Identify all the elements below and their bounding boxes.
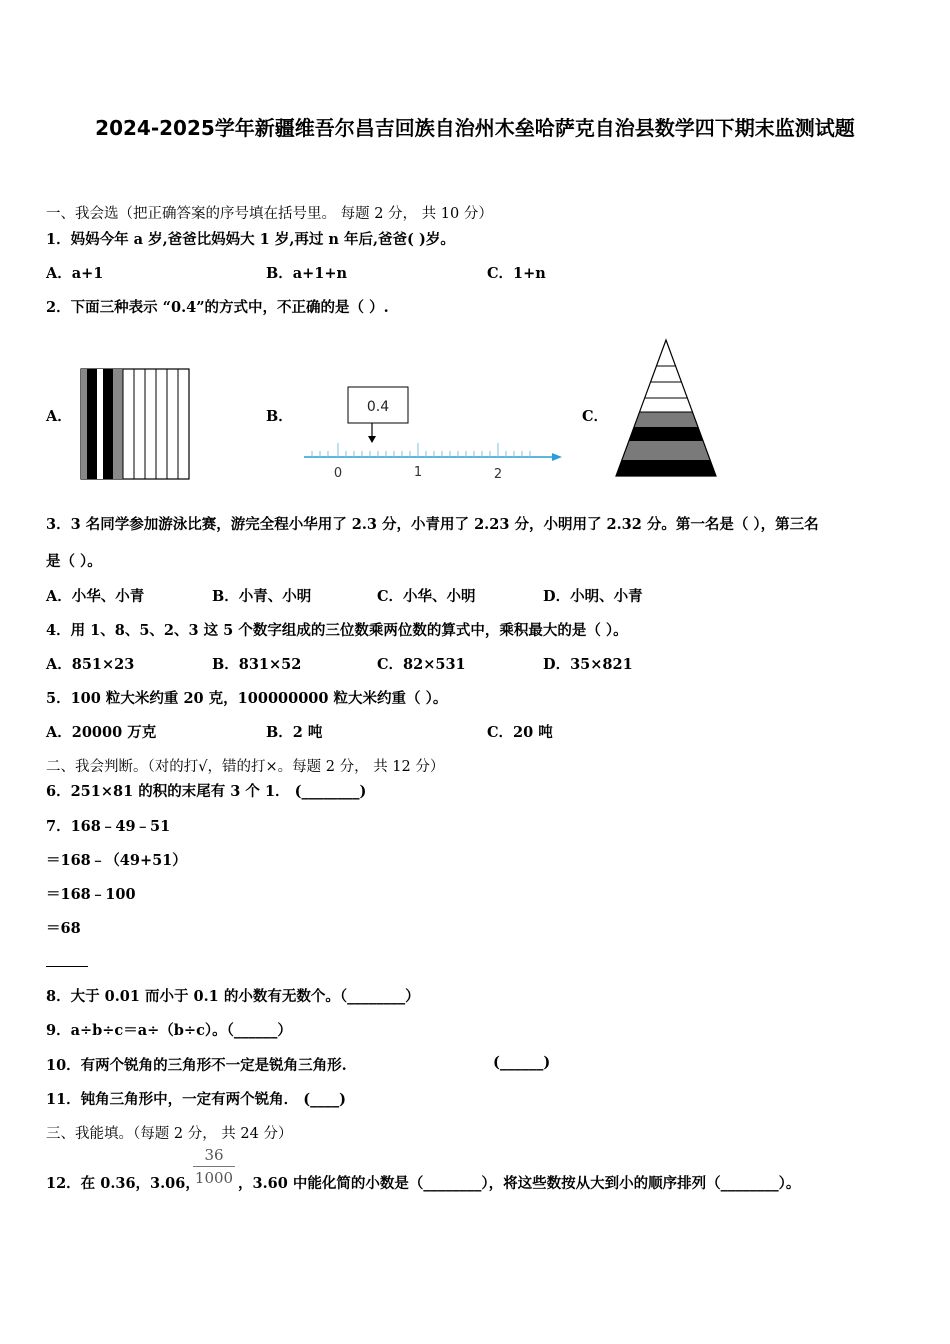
q2-option-b: B． bbox=[266, 408, 293, 425]
q9-text: 9．a÷b÷c＝a÷（b÷c）。（______） bbox=[46, 1022, 292, 1039]
figure-b-tick-0: 0 bbox=[333, 466, 343, 481]
q2-option-c: C． bbox=[582, 408, 609, 425]
q10-text: 10．有两个锐角的三角形不一定是锐角三角形. bbox=[46, 1057, 347, 1074]
q1-option-b: B．a+1+n bbox=[266, 265, 348, 282]
q1-option-c: C．1+n bbox=[487, 265, 546, 282]
figure-b-tick-1: 1 bbox=[413, 465, 423, 480]
q1-text: 1．妈妈今年 a 岁,爸爸比妈妈大 1 岁,再过 n 年后,爸爸( )岁。 bbox=[46, 231, 455, 248]
q12-fraction bbox=[193, 1146, 235, 1187]
figure-a-tenths-bar bbox=[80, 368, 190, 480]
q3-option-b: B．小青、小明 bbox=[212, 588, 312, 605]
q4-option-b: B．831×52 bbox=[212, 656, 302, 673]
section3-heading: 三、我能填。（每题 2 分， 共 24 分） bbox=[46, 1126, 293, 1142]
q12-fraction-numerator: 36 bbox=[193, 1146, 235, 1167]
q11-text: 11．钝角三角形中，一定有两个锐角． (____) bbox=[46, 1091, 346, 1108]
figure-b-number-line bbox=[300, 382, 570, 486]
q3-option-a: A．小华、小青 bbox=[46, 588, 145, 605]
q12-text-before: 12．在 0.36，3.06， bbox=[46, 1175, 200, 1192]
section1-heading: 一、我会选（把正确答案的序号填在括号里。 每题 2 分， 共 10 分） bbox=[46, 206, 493, 222]
q8-text: 8．大于 0.01 而小于 0.1 的小数有无数个。（________） bbox=[46, 988, 420, 1005]
q12-text-after: ，3.60 中能化简的小数是（________），将这些数按从大到小的顺序排列（________）。 bbox=[238, 1175, 801, 1192]
q7-answer-blank bbox=[46, 966, 88, 967]
figure-b-tick-2: 2 bbox=[493, 467, 503, 482]
figure-c-triangle bbox=[610, 336, 722, 478]
q4-text: 4．用 1、8、5、2、3 这 5 个数字组成的三位数乘两位数的算式中，乘积最大的是（ ）。 bbox=[46, 622, 628, 639]
q4-option-a: A．851×23 bbox=[46, 656, 135, 673]
figure-b-box-label: 0.4 bbox=[366, 399, 390, 415]
section2-heading: 二、我会判断。（对的打√，错的打×。每题 2 分， 共 12 分） bbox=[46, 759, 445, 775]
q3-option-d: D．小明、小青 bbox=[543, 588, 643, 605]
q5-text: 5．100 粒大米约重 20 克，100000000 粒大米约重（ ）。 bbox=[46, 690, 448, 707]
q7-line1: 7．168﹣49﹣51 bbox=[46, 818, 171, 835]
page-title: 2024-2025学年新疆维吾尔昌吉回族自治州木垒哈萨克自治县数学四下期末监测试题 bbox=[95, 116, 855, 140]
q7-line4: ＝68 bbox=[46, 920, 81, 937]
q10-blank: (______) bbox=[493, 1054, 551, 1071]
q2-text: 2．下面三种表示 “0.4”的方式中，不正确的是（ ）. bbox=[46, 299, 389, 316]
q6-text: 6．251×81 的积的末尾有 3 个 1． (________) bbox=[46, 783, 367, 800]
q2-option-a: A． bbox=[46, 408, 72, 425]
q1-option-a: A．a+1 bbox=[46, 265, 104, 282]
q5-option-b: B．2 吨 bbox=[266, 724, 323, 741]
q4-option-d: D．35×821 bbox=[543, 656, 633, 673]
q5-option-c: C．20 吨 bbox=[487, 724, 553, 741]
q12-fraction-denominator: 1000 bbox=[194, 1169, 234, 1187]
q5-option-a: A．20000 万克 bbox=[46, 724, 157, 741]
q3-text-line1: 3．3 名同学参加游泳比赛，游完全程小华用了 2.3 分，小青用了 2.23 分，小明用了 2.32 分。第一名是（ ），第三名 bbox=[46, 516, 819, 533]
q3-option-c: C．小华、小明 bbox=[377, 588, 476, 605]
q7-line2: ＝168﹣（49+51） bbox=[46, 852, 187, 869]
q4-option-c: C．82×531 bbox=[377, 656, 466, 673]
q3-text-line2: 是（ ）。 bbox=[46, 553, 102, 570]
q7-line3: ＝168﹣100 bbox=[46, 886, 136, 903]
